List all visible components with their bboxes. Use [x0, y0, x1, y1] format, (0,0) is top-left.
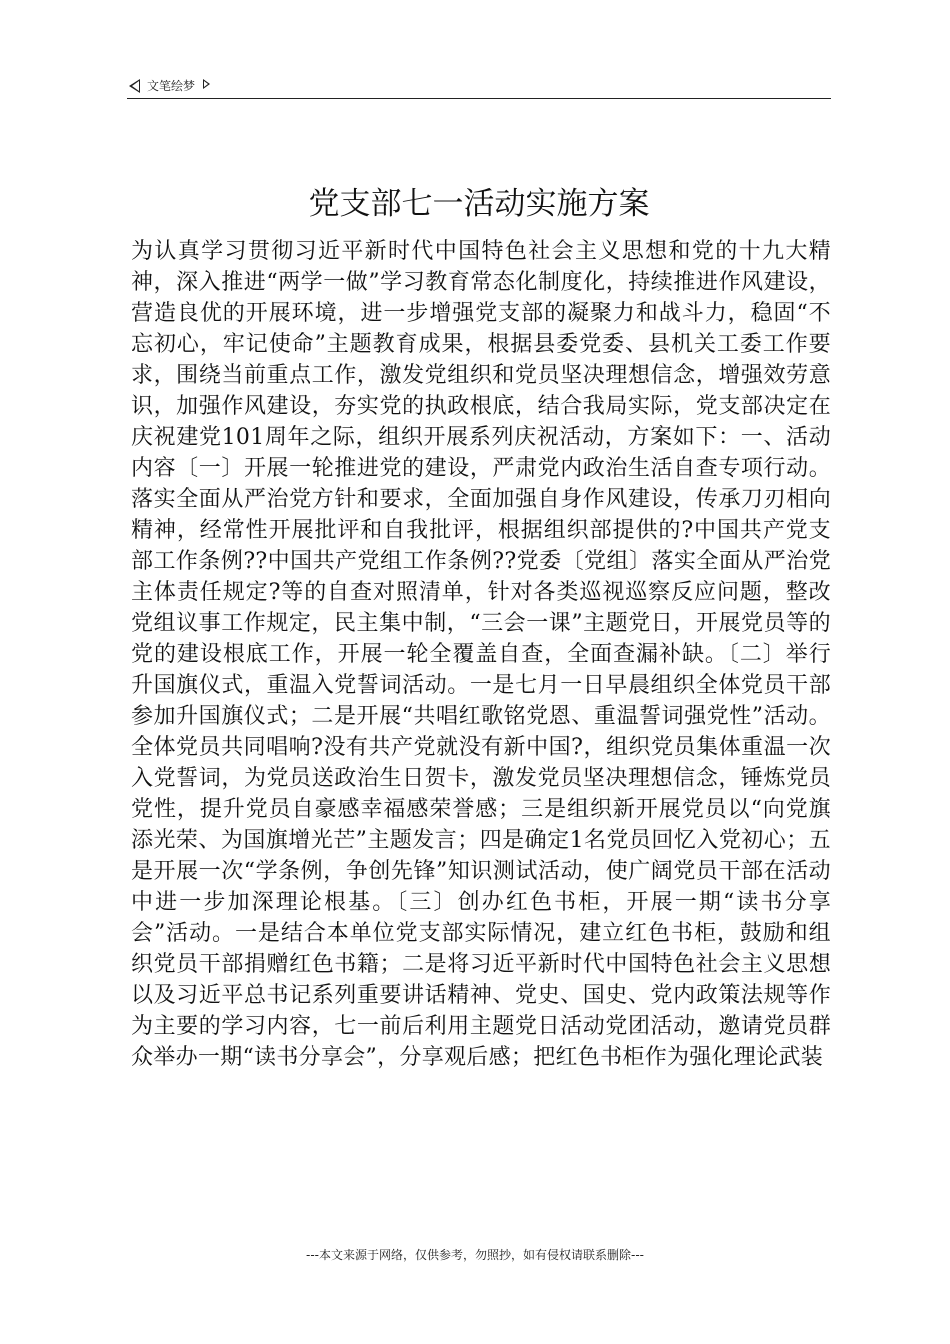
- page-header: [127, 74, 831, 99]
- document-body: 为认真学习贯彻习近平新时代中国特色社会主义思想和党的十九大精神，深入推进“两学一做”学习教育常态化制度化，持续推进作风建设，营造良优的开展环境，进一步增强党支部的凝聚力和战斗力，稳固“不忘初心，牢记使命”主题教育成果，根据县委党委、县机关工委工作要求，围绕当前重点工作，激发党组织和党员坚决理想信念，增强效劳意识，加强作风建设，夯实党的执政根底，结合我局实际，党支部决定在庆祝建党101周年之际，组织开展系列庆祝活动，方案如下：一、活动内容〔一〕开展一轮推进党的建设，严肃党内政治生活自查专项行动。落实全面从严治党方针和要求，全面加强自身作风建设，传承刀刃相向精神，经常性开展批评和自我批评，根据组织部提供的?中国共产党支部工作条例??中国共产党组工作条例??党委〔党组〕落实全面从严治党主体责任规定?等的自查对照清单，针对各类巡视巡察反应问题，整改党组议事工作规定，民主集中制，“三会一课”主题党日，开展党员等的党的建设根底工作，开展一轮全覆盖自查，全面查漏补缺。〔二〕举行升国旗仪式，重温入党誓词活动。一是七月一日早晨组织全体党员干部参加升国旗仪式；二是开展“共唱红歌铭党恩、重温誓词强党性”活动。全体党员共同唱响?没有共产党就没有新中国?，组织党员集体重温一次入党誓词，为党员送政治生日贺卡，激发党员坚决理想信念，锤炼党员党性，提升党员自豪感幸福感荣誉感；三是组织新开展党员以“向党旗添光荣、为国旗增光芒”主题发言；四是确定1名党员回忆入党初心；五是开展一次“学条例，争创先锋”知识测试活动，使广阔党员干部在活动中进一步加深理论根基。〔三〕创办红色书柜，开展一期“读书分享会”活动。一是结合本单位党支部实际情况，建立红色书柜，鼓励和组织党员干部捐赠红色书籍；二是将习近平新时代中国特色社会主义思想以及习近平总书记系列重要讲话精神、党史、国史、党内政策法规等作为主要的学习内容，七一前后利用主题党日活动党团活动，邀请党员群众举办一期“读书分享会”，分享观后感；把红色书柜作为强化理论武装: [131, 239, 831, 1070]
- triangle-left-icon: [129, 79, 140, 93]
- document-title: 党支部七一活动实施方案: [308, 186, 650, 222]
- header-brand: [129, 77, 210, 94]
- brand-text: 文笔绘梦: [147, 79, 196, 93]
- triangle-right-icon: [203, 79, 210, 89]
- page-footer: ---本文来源于网络，仅供参考，勿照抄，如有侵权请联系删除---: [306, 1248, 644, 1262]
